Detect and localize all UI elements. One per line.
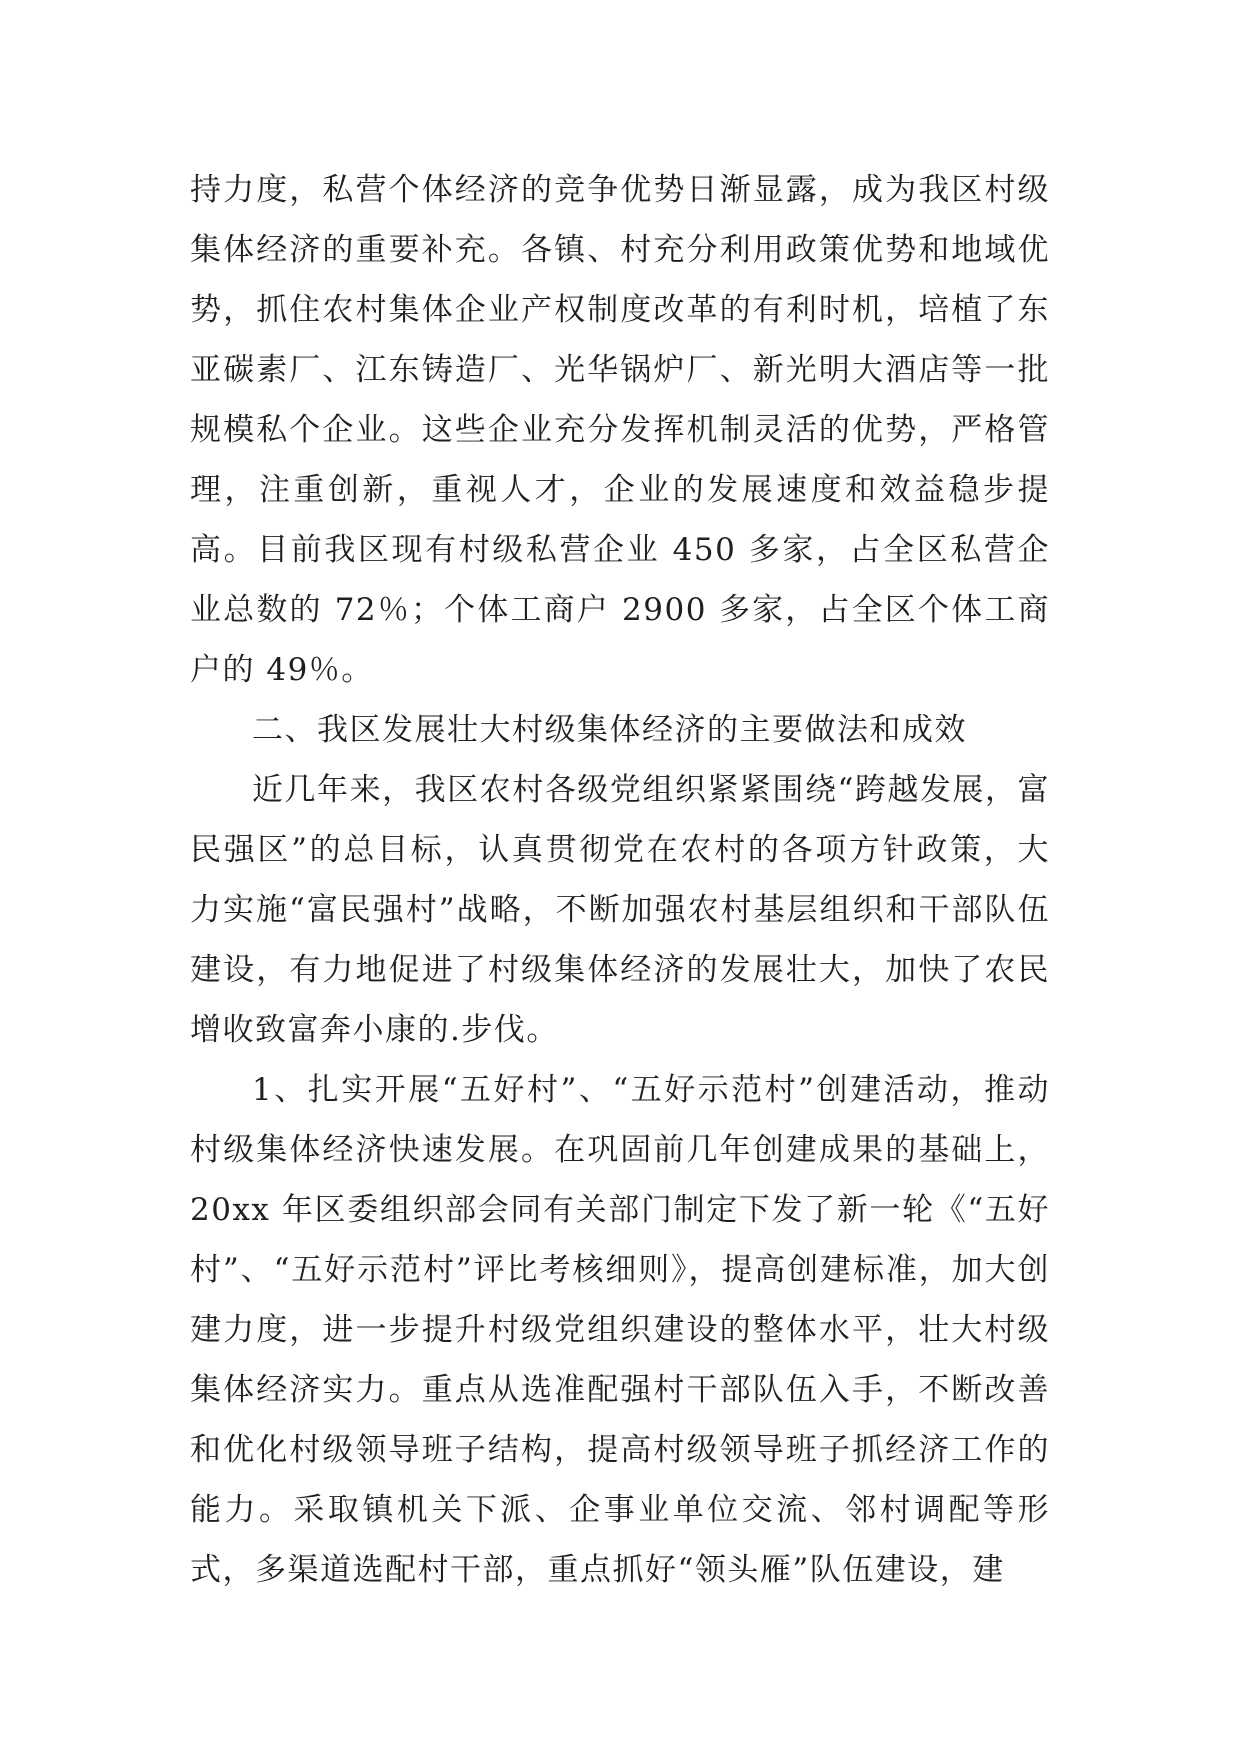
paragraph-private-economy: 持力度，私营个体经济的竞争优势日渐显露，成为我区村级集体经济的重要补充。各镇、村充分利用政策优势和地域优势，抓住农村集体企业产权制度改革的有利时机，培植了东亚碳素厂、江东铸造厂、光华锅炉厂、新光明大酒店等一批规模私个企业。这些企业充分发挥机制灵活的优势，严格管理，注重创新，重视人才，企业的发展速度和效益稳步提高。目前我区现有村级私营企业 450 多家，占全区私营企业总数的 72％；个体工商户 2900 多家，占全区个体工商户的 49％。 xyxy=(190,172,1050,688)
paragraph-recent-years: 近几年来，我区农村各级党组织紧紧围绕“跨越发展，富民强区”的总目标，认真贯彻党在农村的各项方针政策，大力实施“富民强村”战略，不断加强农村基层组织和干部队伍建设，有力地促进了村级集体经济的发展壮大，加快了农民增收致富奔小康的.步伐。 xyxy=(190,772,1050,1048)
paragraph-five-good-villages: 1、扎实开展“五好村”、“五好示范村”创建活动，推动村级集体经济快速发展。在巩固前几年创建成果的基础上，20xx 年区委组织部会同有关部门制定下发了新一轮《“五好村”、“五好示范村”评比考核细则》，提高创建标准，加大创建力度，进一步提升村级党组织建设的整体水平，壮大村级集体经济实力。重点从选准配强村干部队伍入手，不断改善和优化村级领导班子结构，提高村级领导班子抓经济工作的能力。采取镇机关下派、企事业单位交流、邻村调配等形式，多渠道选配村干部，重点抓好“领头雁”队伍建设，建 xyxy=(190,1072,1050,1588)
section-heading-two: 二、我区发展壮大村级集体经济的主要做法和成效 xyxy=(252,712,967,748)
document-body xyxy=(190,160,1050,1600)
